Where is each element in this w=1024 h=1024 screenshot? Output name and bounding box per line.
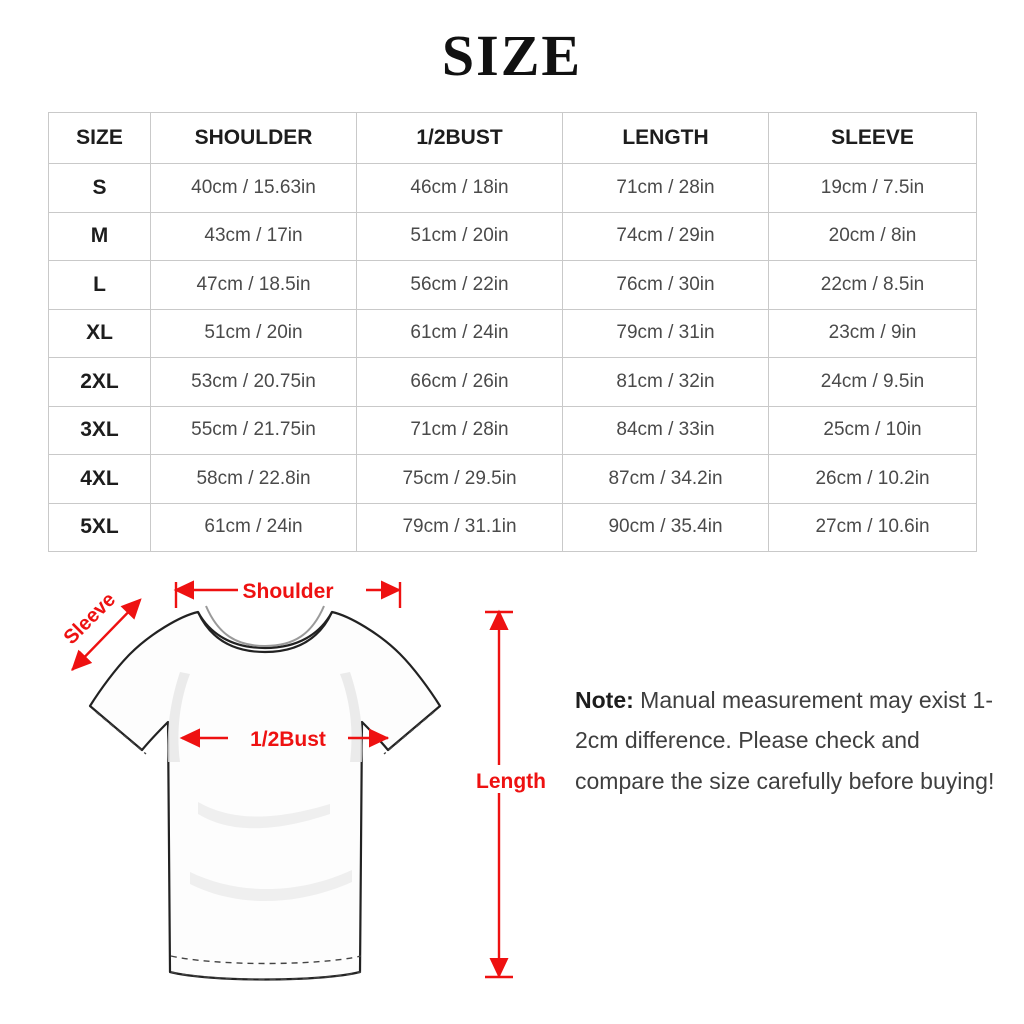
table-row — [49, 406, 977, 455]
cell-size: L — [49, 261, 151, 310]
label-shoulder: Shoulder — [242, 580, 334, 603]
column-header-bust: 1/2BUST — [357, 113, 563, 164]
table-row — [49, 261, 977, 310]
cell-length: 87cm / 34.2in — [563, 455, 769, 504]
column-header-size: SIZE — [49, 113, 151, 164]
cell-shoulder: 58cm / 22.8in — [151, 455, 357, 504]
note-text: Manual measurement may exist 1-2cm difference. Please check and compare the size carefully before buying! — [575, 687, 995, 794]
column-header-shoulder: SHOULDER — [151, 113, 357, 164]
cell-bust: 75cm / 29.5in — [357, 455, 563, 504]
cell-sleeve: 26cm / 10.2in — [769, 455, 977, 504]
column-header-sleeve: SLEEVE — [769, 113, 977, 164]
column-header-length: LENGTH — [563, 113, 769, 164]
cell-shoulder: 53cm / 20.75in — [151, 358, 357, 407]
tshirt-illustration — [90, 606, 440, 980]
shoulder-measure-line — [176, 576, 400, 608]
cell-bust: 66cm / 26in — [357, 358, 563, 407]
cell-size: 5XL — [49, 503, 151, 552]
size-chart-table-container — [48, 112, 976, 552]
cell-bust: 79cm / 31.1in — [357, 503, 563, 552]
cell-bust: 71cm / 28in — [357, 406, 563, 455]
label-bust: 1/2Bust — [250, 728, 326, 751]
cell-size: 4XL — [49, 455, 151, 504]
cell-size: XL — [49, 309, 151, 358]
cell-sleeve: 22cm / 8.5in — [769, 261, 977, 310]
cell-shoulder: 40cm / 15.63in — [151, 164, 357, 213]
cell-bust: 61cm / 24in — [357, 309, 563, 358]
cell-sleeve: 19cm / 7.5in — [769, 164, 977, 213]
note-label: Note: — [575, 687, 634, 713]
cell-shoulder: 61cm / 24in — [151, 503, 357, 552]
table-header-row — [49, 113, 977, 164]
table-row — [49, 503, 977, 552]
cell-shoulder: 43cm / 17in — [151, 212, 357, 261]
table-row — [49, 358, 977, 407]
cell-length: 76cm / 30in — [563, 261, 769, 310]
cell-length: 90cm / 35.4in — [563, 503, 769, 552]
page-title: SIZE — [441, 23, 583, 88]
cell-length: 81cm / 32in — [563, 358, 769, 407]
cell-shoulder: 55cm / 21.75in — [151, 406, 357, 455]
cell-sleeve: 27cm / 10.6in — [769, 503, 977, 552]
cell-bust: 46cm / 18in — [357, 164, 563, 213]
cell-length: 84cm / 33in — [563, 406, 769, 455]
cell-length: 79cm / 31in — [563, 309, 769, 358]
length-measure-line — [470, 612, 550, 977]
cell-size: M — [49, 212, 151, 261]
tshirt-measurement-diagram — [30, 552, 550, 1022]
cell-sleeve: 25cm / 10in — [769, 406, 977, 455]
label-sleeve: Sleeve — [59, 588, 120, 649]
size-chart-table — [48, 112, 977, 552]
table-row — [49, 212, 977, 261]
cell-length: 74cm / 29in — [563, 212, 769, 261]
cell-shoulder: 51cm / 20in — [151, 309, 357, 358]
cell-bust: 56cm / 22in — [357, 261, 563, 310]
cell-shoulder: 47cm / 18.5in — [151, 261, 357, 310]
cell-size: 2XL — [49, 358, 151, 407]
label-length: Length — [476, 770, 546, 793]
cell-sleeve: 23cm / 9in — [769, 309, 977, 358]
cell-size: S — [49, 164, 151, 213]
cell-sleeve: 20cm / 8in — [769, 212, 977, 261]
cell-length: 71cm / 28in — [563, 164, 769, 213]
note-block — [575, 680, 995, 801]
table-row — [49, 164, 977, 213]
table-row — [49, 455, 977, 504]
cell-size: 3XL — [49, 406, 151, 455]
cell-bust: 51cm / 20in — [357, 212, 563, 261]
cell-sleeve: 24cm / 9.5in — [769, 358, 977, 407]
table-row — [49, 309, 977, 358]
